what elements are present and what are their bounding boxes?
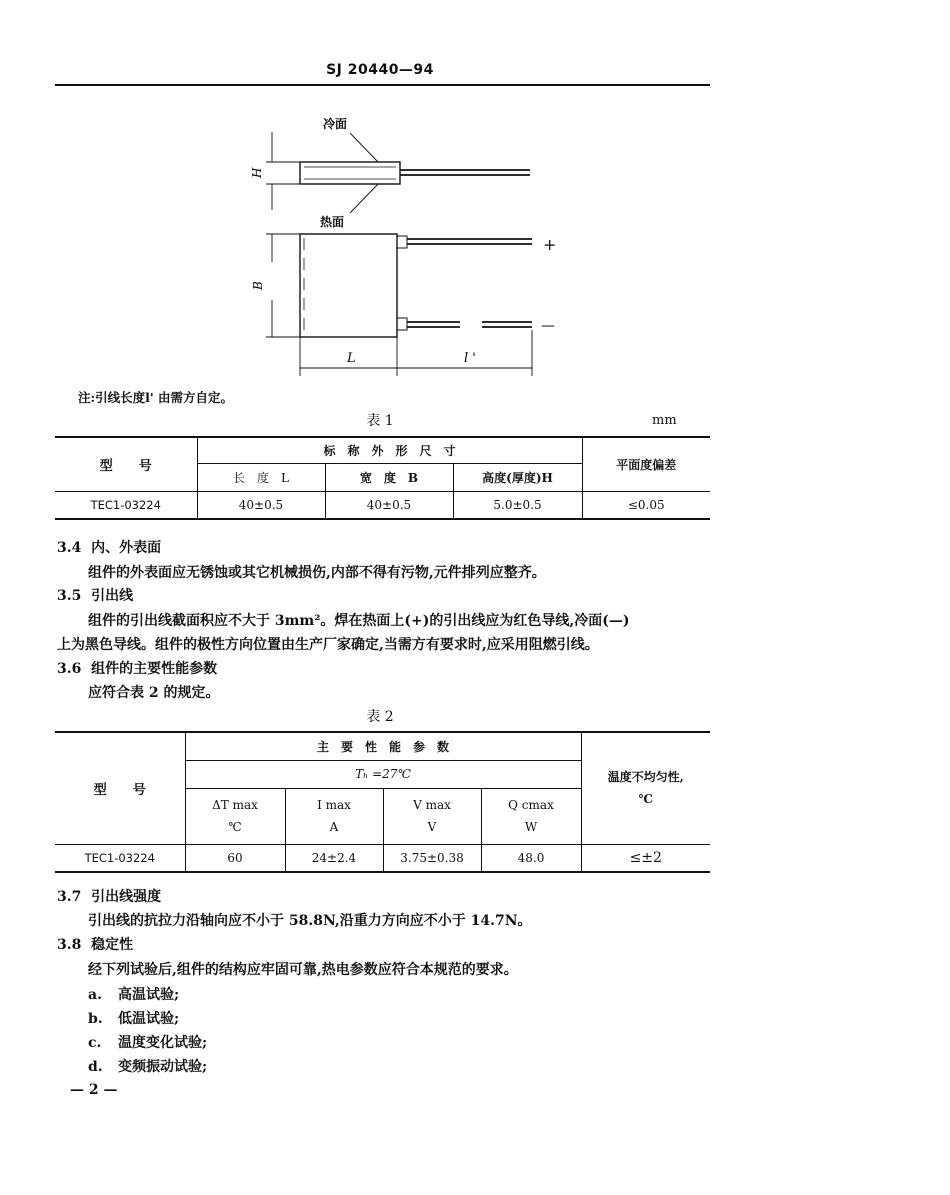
section-3-5-heading [57,585,133,605]
table1-header-height: 高度(厚度)H [482,470,553,485]
section-title: 组件的主要性能参数 [91,661,218,677]
table2-model: TEC1-03224 [55,844,185,872]
section-title: 引出线强度 [91,889,162,905]
section-title: 稳定性 [91,937,134,953]
dim-l-label: L [347,351,356,366]
section-3-7-text: 引出线的抗拉力沿轴向应不小于 58.8N,沿重力方向应不小于 14.7N。 [88,913,532,929]
document-code: SJ 20440—94 [326,62,434,78]
table2-caption: 表 2 [366,709,394,725]
dim-h-label: H [250,167,264,178]
table2-header-v: V max [413,798,451,812]
section-3-5-text-1: 组件的引出线截面积应不大于 3mm²。焊在热面上(+)的引出线应为红色导线,冷面(—) [88,613,630,629]
table2-dt: 60 [185,844,285,872]
table1-height: 5.0±0.5 [453,491,582,519]
section-3-6-heading [57,658,217,678]
table1 [55,436,710,520]
table2-header-condition: Tₕ =27℃ [185,760,581,788]
table1-width: 40±0.5 [325,491,453,519]
table2-header-dt: ΔT max [212,798,258,812]
table1-caption: 表 1 [366,413,394,429]
section-number: 3.8 [57,937,82,953]
list-item-mark: c. [88,1035,102,1051]
table1-header-length: 长 度 L [197,463,325,491]
minus-sign: — [541,318,555,334]
table-row [55,491,710,519]
table1-length: 40±0.5 [197,491,325,519]
list-item-text: 变频振动试验; [118,1059,208,1075]
plus-sign: + [543,235,557,254]
figure-note: 注:引线长度l' 由需方自定。 [78,390,234,405]
section-title: 内、外表面 [91,540,162,556]
list-item [88,1032,207,1052]
section-3-6-text: 应符合表 2 的规定。 [88,685,220,701]
list-item-text: 温度变化试验; [118,1035,208,1051]
table2-header-i-unit: A [329,820,339,834]
list-item [88,1056,207,1076]
top-view-body [300,234,397,337]
table2-header-model: 型 号 [55,732,185,844]
cold-face-label: 冷面 [323,117,348,131]
section-number: 3.7 [57,889,82,905]
module-dimension-figure [240,110,580,380]
section-number: 3.4 [57,540,82,556]
table2 [55,731,710,873]
section-3-4-heading [57,537,161,557]
table2-q: 48.0 [481,844,581,872]
table2-header-v-unit: V [427,820,437,834]
table2-header-q: Q cmax [508,798,554,812]
section-3-7-heading [57,886,161,906]
page-number: — 2 — [70,1082,118,1098]
table2-header-q-unit: W [524,820,538,834]
section-3-8-heading [57,934,133,954]
table2-header-i: I max [317,798,351,812]
table1-flatness: ≤0.05 [627,497,665,512]
dim-lead-label: l ' [464,351,476,366]
hot-face-label: 热面 [320,215,345,229]
section-number: 3.6 [57,661,82,677]
list-item-mark: a. [88,987,102,1003]
table1-unit: mm [652,413,677,428]
section-number: 3.5 [57,588,82,604]
list-item-mark: d. [88,1059,103,1075]
table1-model: TEC1-03224 [55,491,197,519]
list-item-text: 低温试验; [118,1011,180,1027]
table2-header-uniformity: 温度不均匀性, [607,770,684,785]
list-item-mark: b. [88,1011,103,1027]
list-item-text: 高温试验; [118,987,180,1003]
section-3-4-text: 组件的外表面应无锈蚀或其它机械损伤,内部不得有污物,元件排列应整齐。 [88,565,546,581]
table2-header-uniformity-unit: ℃ [638,792,653,807]
table2-uniformity: ≤±2 [629,849,662,866]
table1-header-flatness: 平面度偏差 [582,437,710,491]
list-item [88,1008,179,1028]
side-view-body [300,162,400,184]
section-3-5-text-2: 上为黑色导线。组件的极性方向位置由生产厂家确定,当需方有要求时,应采用阻燃引线。 [57,637,599,653]
table-row [55,844,710,872]
table1-header-model: 型 号 [55,437,197,491]
list-item [88,984,179,1004]
table1-header-width: 宽 度 B [325,463,453,491]
table2-header-params: 主 要 性 能 参 数 [185,732,581,760]
section-3-8-text: 经下列试验后,组件的结构应牢固可靠,热电参数应符合本规范的要求。 [88,962,518,978]
header-rule [55,84,710,86]
dim-b-label: B [251,281,265,290]
table2-v: 3.75±0.38 [383,844,481,872]
table2-header-dt-unit: ℃ [228,820,242,834]
table2-i: 24±2.4 [285,844,383,872]
table1-header-dims: 标 称 外 形 尺 寸 [197,437,582,463]
section-title: 引出线 [91,588,134,604]
